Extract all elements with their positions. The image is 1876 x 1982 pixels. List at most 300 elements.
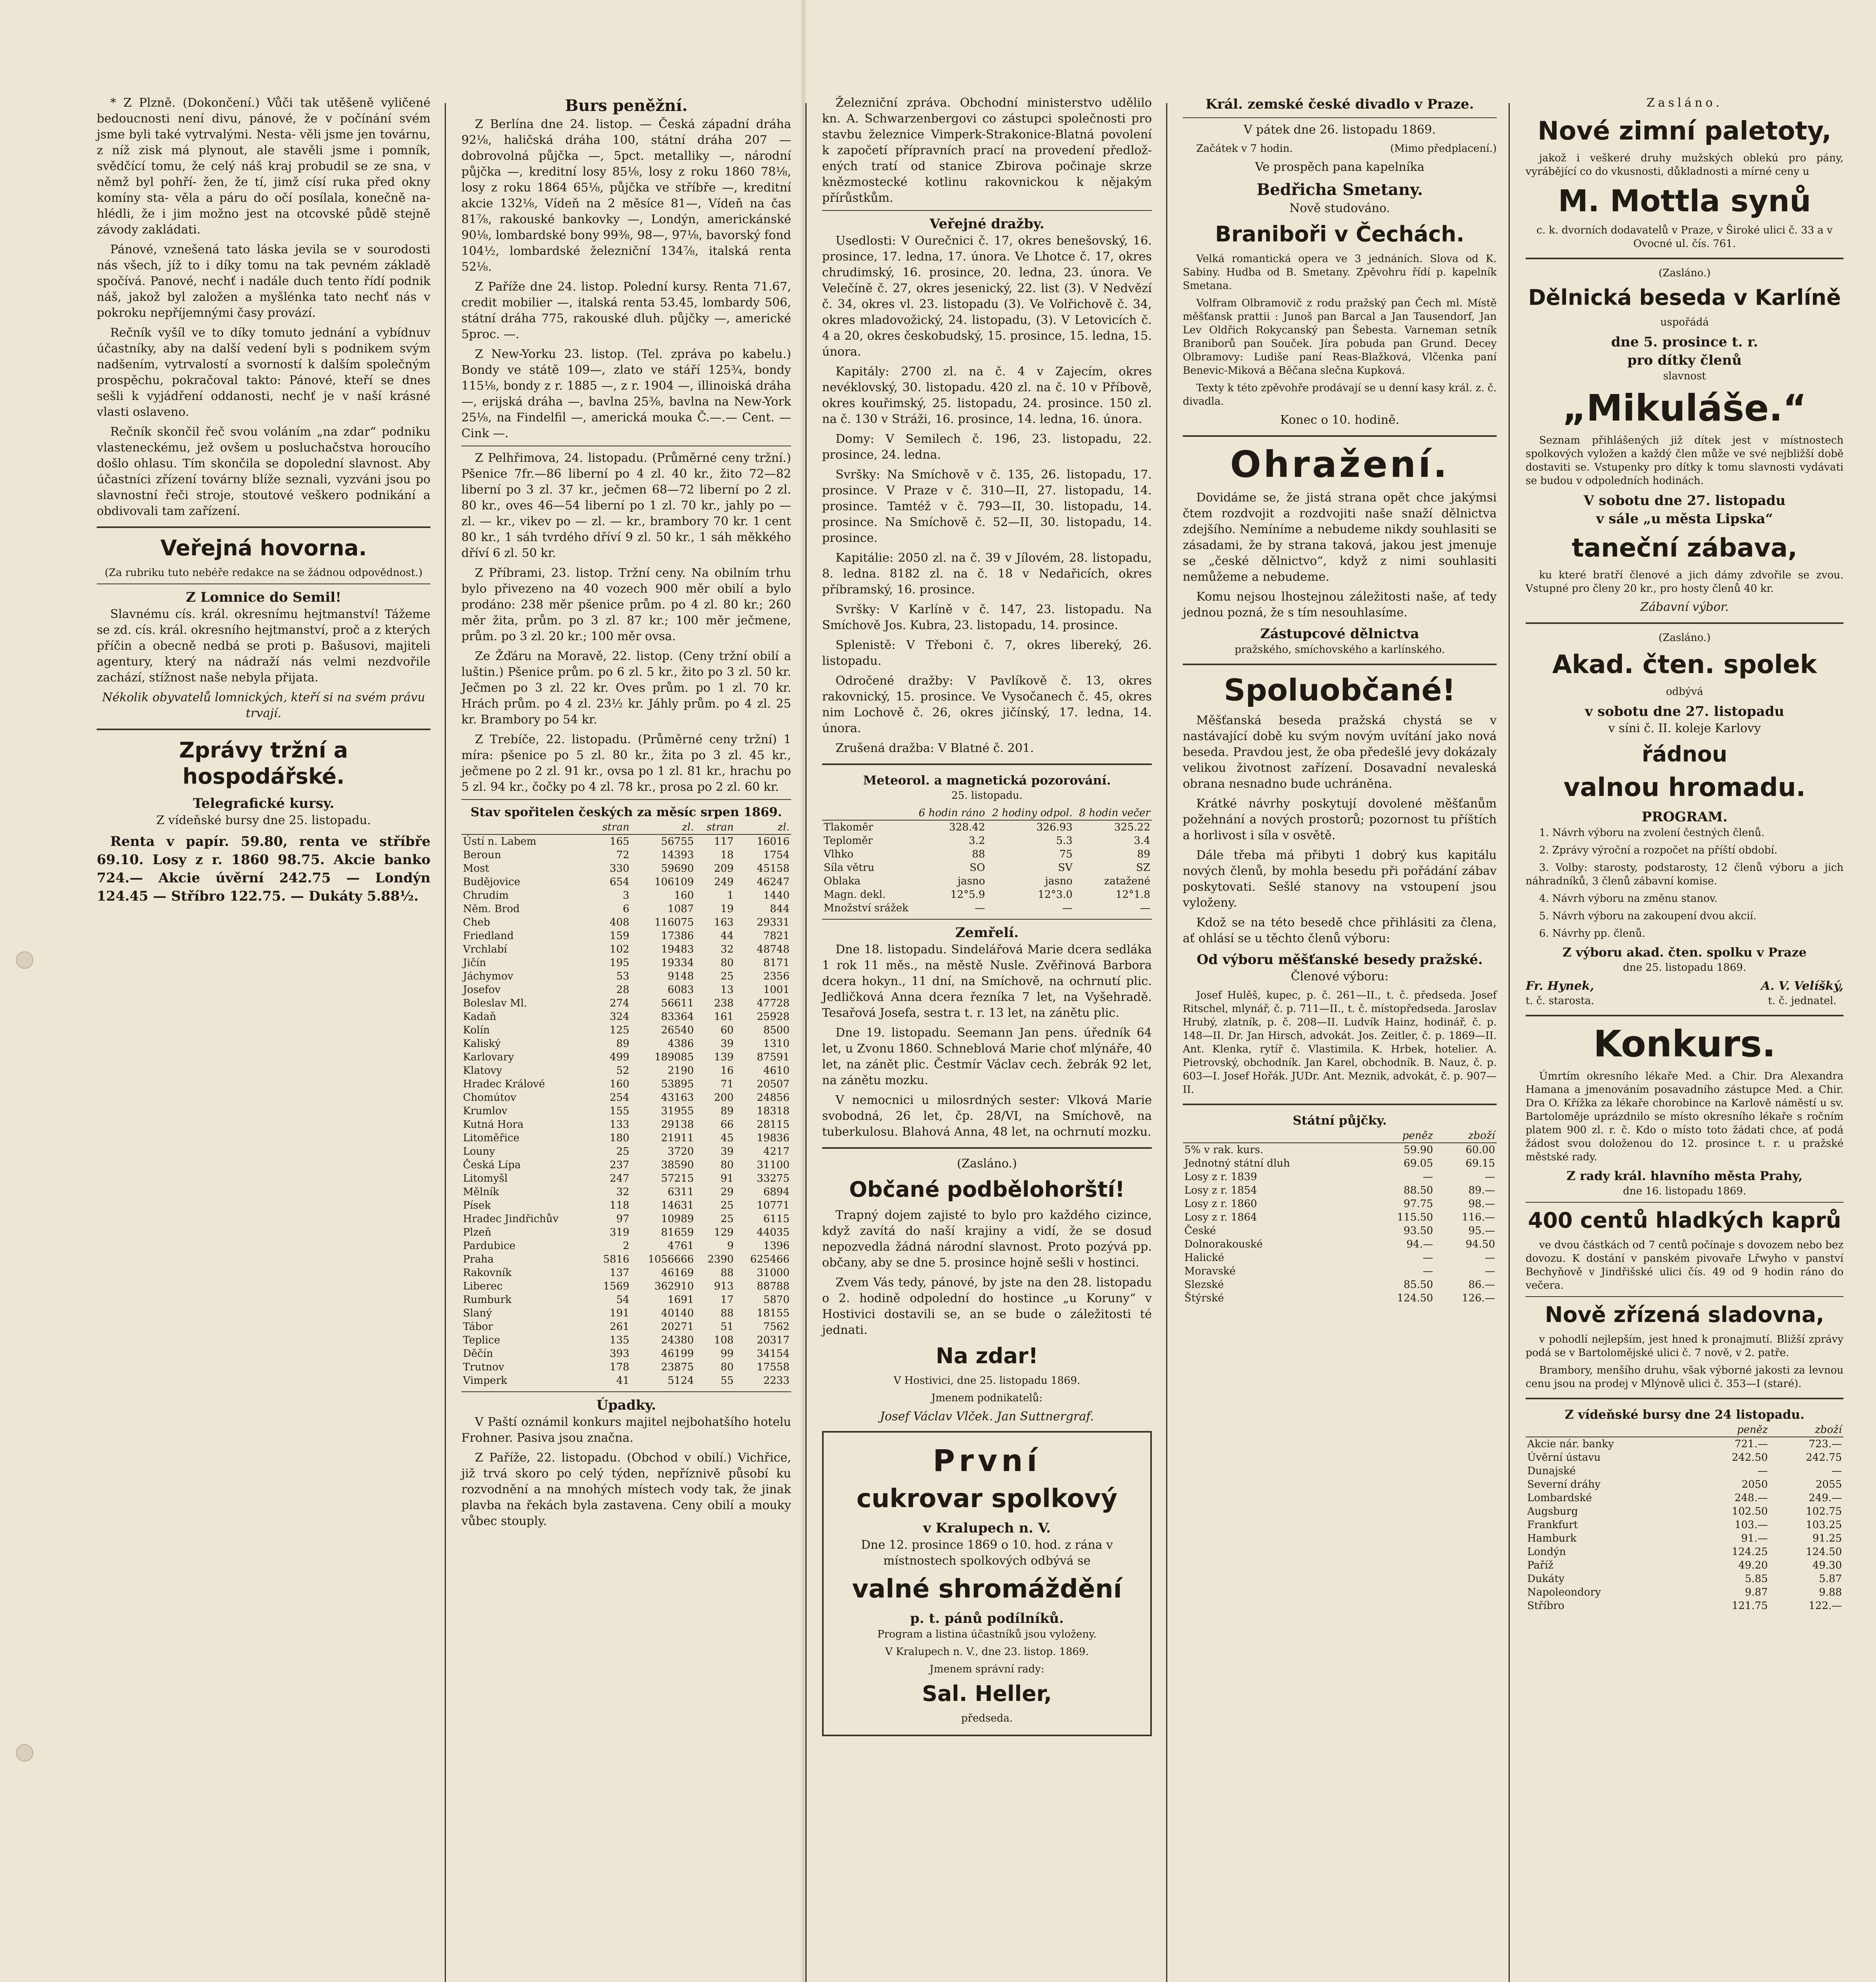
table-cell: 1087 — [667, 903, 694, 915]
table-cell: 53 — [616, 970, 629, 982]
table-cell: jasno — [1045, 875, 1073, 887]
theatre-note: (Mimo předplacení.) — [1390, 143, 1497, 155]
course-heading: Státní půjčky. — [1293, 1113, 1387, 1128]
col-header — [1526, 1423, 1695, 1437]
divider — [461, 1391, 791, 1392]
section-heading: Veřejné dražby. — [929, 216, 1044, 232]
table-cell: Štýrské — [1184, 1292, 1224, 1304]
table-cell: 5124 — [667, 1375, 694, 1387]
table-cell: Chomútov — [463, 1092, 516, 1104]
table-row — [461, 875, 791, 889]
table-cell: 13 — [720, 984, 734, 996]
spolu-paragraph: Měšťanská beseda pražská chystá se v nastávající době ku svým novým uvítání jako nová beseda. Pravdou jest, že oba předešlé jevy dokázaly velikou životnost zařízení. Dosavadní nevaleská obrana nesnadno bude uchráněna. — [1183, 714, 1497, 791]
ohrazeni-sign-sub: pražského, smíchovského a karlínského. — [1234, 644, 1445, 656]
table-row — [461, 1131, 791, 1145]
table-cell: 2 — [623, 1240, 629, 1252]
col-header — [1183, 1129, 1368, 1143]
table-cell: Chrudim — [463, 890, 509, 901]
table-cell: 5.87 — [1819, 1573, 1842, 1585]
table-cell: Budějovice — [463, 876, 520, 888]
table-cell: 60.00 — [1465, 1144, 1495, 1156]
table-cell: 1056666 — [648, 1253, 694, 1265]
ad-text: Program a listina účastníků jsou vyloženy. — [877, 1628, 1097, 1640]
table-cell: 88 — [720, 1307, 734, 1319]
table-cell: 45158 — [757, 863, 790, 874]
table-cell: 56611 — [661, 997, 694, 1009]
table-cell: Liberec — [463, 1280, 503, 1292]
table-cell: 41 — [616, 1375, 629, 1387]
table-cell: 71 — [720, 1078, 734, 1090]
ad-text: slavnost — [1663, 370, 1706, 382]
table-cell: 6115 — [763, 1213, 790, 1225]
ad-signature: Sal. Heller, — [922, 1681, 1052, 1706]
table-title: Stav spořitelen českých za měsíc srpen 1869. — [470, 805, 782, 819]
table-cell: 324 — [610, 1011, 629, 1023]
letter-paragraph: Slavnému cís. král. okresnímu hejtmanství! Tážeme se zd. cís. král. okresního hejtmanství, proč a z kterých příčin a obecně nedbá se proti p. Bašusovi, majiteli agentury, který na nádraží nás velmi nezdvořile zachází, stížnost naše nebyla přijata. — [97, 607, 430, 685]
table-cell: Kutná Hora — [463, 1119, 524, 1131]
table-cell: 248.— — [1734, 1492, 1768, 1504]
table-cell: Klatovy — [463, 1065, 502, 1077]
table-row — [1183, 1197, 1497, 1211]
table-cell: 46169 — [661, 1267, 694, 1279]
section-heading: Úpadky. — [596, 1397, 656, 1413]
table-row — [461, 1226, 791, 1239]
table-cell: 89 — [720, 1105, 734, 1117]
theatre-new: Nově studováno. — [1289, 201, 1390, 215]
table-cell: 3.2 — [968, 835, 985, 847]
table-cell: Množství srážek — [824, 902, 908, 914]
market-paragraph: Z Příbrami, 23. listop. Tržní ceny. Na obilním trhu bylo přivezeno na 40 vozech 900 měr obilí a bylo prodáno: 238 měr pšenice prům. po 4 zl. 80 kr.; 260 měr žita, prům. po 3 zl. 87 kr.; 100 měr ječmene, prům. po 3 zl. 20 kr.; 100 měr ovsa. — [461, 566, 791, 643]
table-row — [461, 1347, 791, 1360]
table-cell: 654 — [610, 876, 629, 888]
section-heading: Veřejná hovorna. — [160, 536, 367, 561]
table-cell: 328.42 — [949, 821, 985, 833]
table-cell: 159 — [610, 930, 629, 942]
ad-heading: Občané podbělohorští! — [849, 1177, 1125, 1202]
auction-paragraph: Domy: V Semilech č. 196, 23. listopadu, 22. prosince, 24. ledna. — [822, 432, 1152, 462]
table-cell: 66 — [720, 1119, 734, 1131]
col-header — [461, 821, 591, 834]
program-item: 2. Zprávy výroční a rozpočet na příští období. — [1539, 844, 1778, 856]
table-cell: 5870 — [763, 1294, 790, 1306]
table-row — [1526, 1518, 1843, 1532]
table-cell: 8171 — [763, 957, 790, 969]
table-cell: Teploměr — [824, 835, 873, 847]
table-cell: Severní dráhy — [1527, 1479, 1601, 1490]
table-cell: 24856 — [757, 1092, 790, 1104]
col-header: 2 hodiny odpol. — [987, 806, 1074, 820]
table-cell: Frankfurt — [1527, 1519, 1578, 1531]
table-row — [1526, 1545, 1843, 1559]
table-cell: Augsburg — [1527, 1506, 1578, 1517]
signature-role: t. č. starosta. — [1526, 995, 1594, 1007]
table-cell: 126.— — [1462, 1292, 1495, 1304]
ad-heading: Na zdar! — [935, 1343, 1038, 1368]
theatre-heading: Král. zemské české divadlo v Praze. — [1205, 96, 1474, 112]
theatre-name: Bedřicha Smetany. — [1256, 180, 1423, 199]
ad-heading: Nově zřízená sladovna, — [1545, 1302, 1824, 1327]
punch-hole — [16, 951, 33, 969]
table-row — [461, 1185, 791, 1199]
table-cell: 160 — [674, 890, 694, 901]
table-header-row — [1183, 1129, 1497, 1143]
table-cell: 75 — [1059, 848, 1073, 860]
table-cell: 43163 — [661, 1092, 694, 1104]
table-cell: — — [1757, 1465, 1768, 1477]
table-row — [461, 889, 791, 902]
upadky-paragraph: V Paští oznámil konkurs majitel nejbohatšího hotelu Frohner. Pasiva jsou značna. — [461, 1415, 791, 1445]
savings-table — [461, 821, 791, 1387]
column-3 — [809, 95, 1165, 1982]
table-cell: 408 — [610, 916, 629, 928]
table-cell: 1 — [727, 890, 734, 901]
table-cell: 49.20 — [1738, 1559, 1768, 1571]
table-cell: — — [1423, 1252, 1433, 1264]
table-cell: 31000 — [757, 1267, 790, 1279]
table-row — [822, 874, 1152, 888]
table-cell: 1396 — [763, 1240, 790, 1252]
table-cell: 9148 — [667, 970, 694, 982]
table-cell: 19483 — [661, 943, 694, 955]
table-cell: 2190 — [667, 1065, 694, 1077]
table-cell: Tlakoměr — [824, 821, 874, 833]
table-cell: 81659 — [661, 1226, 694, 1238]
section-note: (Za rubriku tuto nebéře redakce na se žádnou odpovědnost.) — [105, 567, 423, 579]
table-row — [461, 1037, 791, 1050]
table-row — [461, 1333, 791, 1347]
table-row — [1183, 1143, 1497, 1157]
table-cell: Vlhko — [824, 848, 854, 860]
ad-subheading: v Kralupech n. V. — [923, 1520, 1051, 1536]
table-cell: 16016 — [757, 836, 790, 848]
plzen-article — [97, 95, 430, 519]
table-row — [1526, 1599, 1843, 1613]
table-cell: Cheb — [463, 916, 490, 928]
table-cell: 249 — [714, 876, 734, 888]
course-table-body — [1183, 1143, 1497, 1305]
table-cell: 2233 — [763, 1375, 790, 1387]
table-cell: Londýn — [1527, 1546, 1566, 1558]
ad-heading: Konkurs. — [1593, 1023, 1776, 1065]
table-cell: Ústí n. Labem — [463, 836, 537, 848]
spolu-members: Josef Hulěš, kupec, p. č. 261—II., t. č. předseda. Josef Ritschel, mlynář, č. p. 711—II., t. č. místopředseda. Jaroslav Hrubý, zlatník, p. č. 208—II. Ludvík Hainz, hodinář, č. p. 148—II. Dr. Jan Hirsch, advokát. Jos. Zeitler, č. p. 1869—II. Ant. Klenka, rytíř č. Vlastimila. K. Hrbek, hotelier. A. Pietrovský, obchodník. Jan Karel, obchodník. B. Nauz, č. p. 603—I. Josef Hořák. JUDr. Ant. Meznik, advokát, č. p. 907—II. — [1183, 989, 1497, 1096]
program-heading: PROGRAM. — [1641, 809, 1728, 825]
divider — [1183, 1104, 1497, 1105]
table-cell: Litomyšl — [463, 1173, 508, 1184]
table-cell: 95.— — [1468, 1225, 1495, 1237]
table-cell: 91 — [720, 1173, 734, 1184]
table-cell: SZ — [1136, 862, 1150, 874]
table-cell: 88 — [720, 1267, 734, 1279]
ad-heading: valnou hromadu. — [1563, 773, 1806, 802]
col-header: stran — [696, 821, 735, 834]
table-cell: 9.87 — [1745, 1586, 1768, 1598]
table-cell: zatažené — [1104, 875, 1150, 887]
col-header: zl. — [735, 821, 791, 834]
zaslano-label: (Zasláno.) — [1658, 267, 1711, 279]
table-cell: 29138 — [661, 1119, 694, 1131]
table-row — [461, 1360, 791, 1374]
divider — [1183, 117, 1497, 118]
table-cell: 325.22 — [1114, 821, 1150, 833]
table-cell: 4217 — [763, 1146, 790, 1157]
table-cell: České — [1184, 1225, 1216, 1237]
table-cell: Litoměřice — [463, 1132, 520, 1144]
ad-subheading: Z výboru akad. čten. spolku v Praze — [1562, 945, 1807, 960]
table-cell: Dolnorakouské — [1184, 1238, 1263, 1250]
death-paragraph: Dne 18. listopadu. Sindelářová Marie dcera sedláka 1 rok 11 měs., na městě Nusle. Zvěřinová Barbora dcera hokyn., 11 dní, na Smíchově, na ochrnutí plic. Jedličková Anna dcera řezníka 7 let, na Vyšehradě. Tesařová Josefa, sestra t. r. 13 let, na zánětu plic. — [822, 943, 1152, 1020]
table-cell: 89.— — [1468, 1184, 1495, 1196]
auction-paragraph: Zrušená dražba: V Blatné č. 201. — [836, 741, 1034, 755]
table-cell: 6311 — [667, 1186, 694, 1198]
table-cell: 4610 — [763, 1065, 790, 1077]
table-cell: Losy z r. 1860 — [1184, 1198, 1257, 1210]
table-cell: 19334 — [661, 957, 694, 969]
table-row — [822, 901, 1152, 915]
table-cell: Plzeň — [463, 1226, 491, 1238]
divider — [1526, 1398, 1843, 1399]
table-row — [461, 1239, 791, 1253]
table-cell: 133 — [610, 1119, 629, 1131]
table-cell: 9.88 — [1819, 1586, 1842, 1598]
column-4 — [1169, 95, 1510, 1982]
ohrazeni-paragraph: Komu nejsou lhostejnou záležitosti naše, ať tedy jednou pozná, že s tím nesouhlasíme. — [1183, 590, 1497, 620]
table-cell: Moravské — [1184, 1265, 1236, 1277]
spolu-paragraph: Krátké návrhy poskytují dovolené měšťanům požehnání a nových prostorů; pozornost tu příštích a horlivost i síla v osvětě. — [1183, 797, 1497, 842]
table-cell: 1310 — [763, 1038, 790, 1050]
table-cell: 12°5.9 — [950, 889, 985, 901]
table-row — [461, 1077, 791, 1091]
table-cell: Slezské — [1184, 1279, 1224, 1291]
table-cell: 4761 — [667, 1240, 694, 1252]
table-cell: 10989 — [661, 1213, 694, 1225]
signature-right — [1761, 978, 1843, 1008]
table-cell: 25 — [720, 1213, 734, 1225]
table-cell: 5.85 — [1745, 1573, 1768, 1585]
table-cell: 499 — [610, 1051, 629, 1063]
table-cell: 242.75 — [1806, 1452, 1842, 1464]
table-row — [461, 929, 791, 943]
col-header: 6 hodin ráno — [914, 806, 987, 820]
auction-paragraph: Kapitály: 2700 zl. na č. 4 v Zajecím, okres nevéklovský, 30. listopadu. 420 zl. na č. 10 v Příbově, okres kouřimský, 25. listopadu, 24. prosince. 150 zl. na č. 130 v Stráži, 16. prosince, 14. ledna, 16. února. — [822, 365, 1152, 426]
table-cell: 39 — [720, 1146, 734, 1157]
death-paragraph: Dne 19. listopadu. Seemann Jan pens. úředník 64 let, u Zvonu 1860. Schneblová Marie choť mlýnáře, 40 let, na zánět plic. Čestmír Václav cech. žebrák 92 let, na zánětu mozku. — [822, 1026, 1152, 1087]
table-cell: 1440 — [763, 890, 790, 901]
table-cell: 32 — [616, 1186, 629, 1198]
table-row — [822, 820, 1152, 834]
death-paragraph: V nemocnici u milosrdných sester: Vlková Marie svobodná, 26 let, čp. 28/VI, na Smíchově, na tuberkulosu. Blahová Anna, 48 let, na ochrnutí mozku. — [822, 1093, 1152, 1139]
table-cell: 6894 — [763, 1186, 790, 1198]
table-row — [461, 1145, 791, 1158]
table-row — [461, 902, 791, 916]
table-cell: 51 — [720, 1321, 734, 1333]
table-cell: 20317 — [757, 1334, 790, 1346]
table-cell: 7562 — [763, 1321, 790, 1333]
table-cell: 31100 — [757, 1159, 790, 1171]
table-row — [1183, 1184, 1497, 1197]
table-cell: 24380 — [661, 1334, 694, 1346]
ad-heading: 400 centů hladkých kaprů — [1528, 1208, 1842, 1233]
table-cell: 2356 — [763, 970, 790, 982]
section-heading: Meteorol. a magnetická pozorování. — [863, 773, 1111, 788]
table-cell: 137 — [610, 1267, 629, 1279]
table-row — [461, 916, 791, 929]
signature-name: A. V. Velíšký, — [1761, 979, 1843, 993]
divider — [822, 210, 1152, 211]
table-row — [1183, 1251, 1497, 1265]
spolu-paragraph: Dále třeba má přibyti 1 dobrý kus kapitálu nových členů, by mohla besedu při pořádání zábav poskytovati. Sešlé stanovy na vstoupení jsou vyloženy. — [1183, 848, 1497, 910]
table-cell: 2050 — [1741, 1479, 1768, 1490]
table-cell: Kolín — [463, 1024, 490, 1036]
ad-text: Seznam přihlášených již dítek jest v místnostech spolkových vyložen a každý člen může ve své nejbližší době dostaviti se. Vstupenky pro dítky k tomu slavnosti vydávati se budou v odpoledních hodinách. — [1526, 434, 1843, 487]
table-cell: — — [1485, 1265, 1495, 1277]
table-cell: Dunajské — [1527, 1465, 1576, 1477]
col-header: zboží — [1435, 1129, 1497, 1143]
ad-paragraph: Zvem Vás tedy, pánové, by jste na den 28. listopadu o 2. hodině odpolední do hostince „u Koruny“ v Hostivici dostavili se, an se bude o záležitosti té jednati. — [822, 1276, 1152, 1337]
table-cell: 242.50 — [1732, 1452, 1768, 1464]
table-cell: 69.15 — [1465, 1157, 1495, 1169]
table-cell: 237 — [610, 1159, 629, 1171]
program-item: 6. Návrhy pp. členů. — [1539, 928, 1645, 939]
table-cell: 49.30 — [1812, 1559, 1842, 1571]
table-cell: 33275 — [757, 1173, 790, 1184]
table-cell: Dukáty — [1527, 1573, 1564, 1585]
theatre-benefit: Ve prospěch pana kapelníka — [1255, 160, 1425, 174]
table-cell: 200 — [714, 1092, 734, 1104]
table-cell: 129 — [714, 1226, 734, 1238]
divider — [822, 763, 1152, 765]
ad-heading: taneční zábava, — [1572, 534, 1798, 563]
table-cell: Jičín — [463, 957, 486, 969]
table-row — [1183, 1224, 1497, 1238]
ad-subheading: pro dítky členů — [1627, 352, 1742, 368]
table-row — [1526, 1559, 1843, 1572]
table-cell: Písek — [463, 1200, 491, 1211]
table-cell: 20507 — [757, 1078, 790, 1090]
table-cell: 189085 — [654, 1051, 694, 1063]
market-paragraph: Ze Žďáru na Moravě, 22. listop. (Ceny tržní obilí a luštin.) Pšenice prům. po 6 zl. 5 kr., žito po 3 zl. 50 kr. Ječmen po 3 zl. 22 kr. Oves prům. po 1 zl. 70 kr. Hrách prům. po 4 zl. 23½ kr. Jáhly prům. po 4 zl. 25 kr. Brambory po 54 kr. — [461, 649, 791, 727]
telegram-text: Renta v papír. 59.80, renta ve stříbře 69.10. Losy z r. 1860 98.75. Akcie banko 724.— Akcie úvěrní 242.75 — Londýn 124.45 — Stříbro 122.75. — Dukáty 5.88½. — [97, 834, 430, 904]
table-row — [461, 1253, 791, 1266]
divider — [1526, 1202, 1843, 1203]
table-row — [461, 834, 791, 848]
table-cell: 12°1.8 — [1115, 889, 1150, 901]
table-cell: 247 — [610, 1173, 629, 1184]
table-cell: 5% v rak. kurs. — [1184, 1144, 1264, 1156]
ad-heading: „Mikuláše.“ — [1562, 387, 1807, 429]
table-row — [1526, 1586, 1843, 1599]
table-cell: 12°3.0 — [1038, 889, 1073, 901]
table-cell: Hamburk — [1527, 1532, 1577, 1544]
table-cell: 16 — [720, 1065, 734, 1077]
zaslano-label: (Zasláno.) — [1658, 632, 1711, 644]
table-cell: 118 — [610, 1200, 629, 1211]
table-cell: 88 — [972, 848, 985, 860]
table-row — [1526, 1572, 1843, 1586]
zaslano-label: (Zasláno.) — [957, 1157, 1017, 1171]
table-row — [1526, 1437, 1843, 1451]
divider — [1526, 1015, 1843, 1016]
ad-sign: Josef Václav Vlček. Jan Suttnergraf. — [880, 1410, 1094, 1423]
table-cell: 60 — [720, 1024, 734, 1036]
ad-sign: Z rady král. hlavního města Prahy, — [1566, 1169, 1803, 1183]
table-row — [461, 1320, 791, 1333]
table-cell: 625466 — [750, 1253, 790, 1265]
table-cell: 38590 — [661, 1159, 694, 1171]
signature-role: t. č. jednatel. — [1768, 995, 1837, 1007]
ad-text: Dne 12. prosince 1869 o 10. hod. z rána v místnostech spolkových odbývá se — [861, 1538, 1113, 1568]
ohrazeni-paragraph: Dovidáme se, že jistá strana opět chce jakýmsi čtem rozdvojit a rozdvojiti naše snaží dělnictva zdejšího. Nemíníme a nebudeme nikdy souhlasiti se zásadami, že by strana taková, jakou jest jmenuje se „české dělnictvo“, když z nimi souhlasiti nemůžeme a nebudeme. — [1183, 491, 1497, 584]
sub-note: Z vídeňské bursy dne 25. listopadu. — [156, 813, 371, 827]
table-cell: 393 — [610, 1348, 629, 1360]
cukrovar-ad — [822, 1431, 1152, 1736]
col-header: stran — [591, 821, 631, 834]
table-cell: Akcie nár. banky — [1527, 1438, 1614, 1450]
table-cell: 8500 — [763, 1024, 790, 1036]
table-cell: 238 — [714, 997, 734, 1009]
table-row — [1183, 1265, 1497, 1278]
ad-subheading: V sobotu dne 27. listopadu — [1583, 493, 1786, 509]
table-row — [822, 861, 1152, 874]
table-cell: 124.25 — [1732, 1546, 1768, 1558]
table-cell: Paříž — [1527, 1559, 1554, 1571]
table-cell: 103.25 — [1806, 1519, 1842, 1531]
table-cell: 94.50 — [1465, 1238, 1495, 1250]
table-cell: 32 — [720, 943, 734, 955]
table-cell: 48748 — [757, 943, 790, 955]
table-row — [461, 956, 791, 970]
table-cell: Rumburk — [463, 1294, 512, 1306]
table-row — [461, 1158, 791, 1172]
table-row — [1526, 1478, 1843, 1491]
table-cell: 25 — [616, 1146, 629, 1157]
table-row — [461, 1104, 791, 1118]
table-cell: 2390 — [707, 1253, 734, 1265]
table-cell: 91.25 — [1812, 1532, 1842, 1544]
burs-paragraph: Z Paříže dne 24. listop. Polední kursy. Renta 71.67, credit mobilier —, italská renta 53.45, lombardy 506, státní dráha 775, rakouské dluh. půjčky —, americké 5proc. —. — [461, 280, 791, 341]
table-cell: 55 — [720, 1375, 734, 1387]
vienna-heading: Z vídeňské bursy dne 24 listopadu. — [1564, 1408, 1805, 1422]
rail-paragraph: Železniční zpráva. Obchodní ministerstvo udělilo kn. A. Schwarzenbergovi co zástupci společnosti pro stavbu železnice Vimperk-Strakonice-Blatná povolení k započetí přípravních prací na provedení předložených tratí od stanice Zbirova počinaje skrze knězmostecké kotlinu rakovnickou k nějakým přírůstkům. — [822, 96, 1152, 205]
article-paragraph: Rečník vyšíl ve to díky tomuto jednání a vybídnuv účastníky, aby na další vedení byli s podnikem svým nadšením, vytrvalostí a svorností k dalším společným prospěchu, pokračoval takto: Pánové, kteří se dnes sešli k vyjádření oddanosti, nechť je v naší krásné vlasti oslaveno. — [97, 326, 430, 419]
table-cell: 72 — [616, 849, 629, 861]
table-row — [822, 848, 1152, 861]
table-row — [461, 1374, 791, 1387]
table-cell: 26540 — [661, 1024, 694, 1036]
table-cell: 47728 — [757, 997, 790, 1009]
table-cell: — — [1423, 1171, 1433, 1183]
table-row — [461, 1050, 791, 1064]
table-cell: 28 — [616, 984, 629, 996]
divider — [1526, 1296, 1843, 1297]
signature-name: Fr. Hynek, — [1526, 979, 1594, 993]
savings-table-body — [461, 834, 791, 1387]
ad-heading: Dělnická beseda v Karlíně — [1528, 285, 1841, 310]
ad-text: c. k. dvorních dodavatelů v Praze, v Široké ulici č. 33 a v Ovocné ul. čís. 761. — [1536, 224, 1833, 250]
table-row — [461, 943, 791, 956]
divider — [1183, 435, 1497, 437]
divider — [461, 799, 791, 800]
column-rule — [445, 103, 446, 1982]
theatre-time — [1183, 142, 1497, 155]
table-cell: 125 — [610, 1024, 629, 1036]
table-row — [461, 1307, 791, 1320]
table-cell: 122.— — [1809, 1600, 1842, 1612]
table-cell: 25 — [720, 1200, 734, 1211]
table-cell: Praha — [463, 1253, 494, 1265]
table-cell: Friedland — [463, 930, 514, 942]
table-cell: Trutnov — [463, 1361, 505, 1373]
